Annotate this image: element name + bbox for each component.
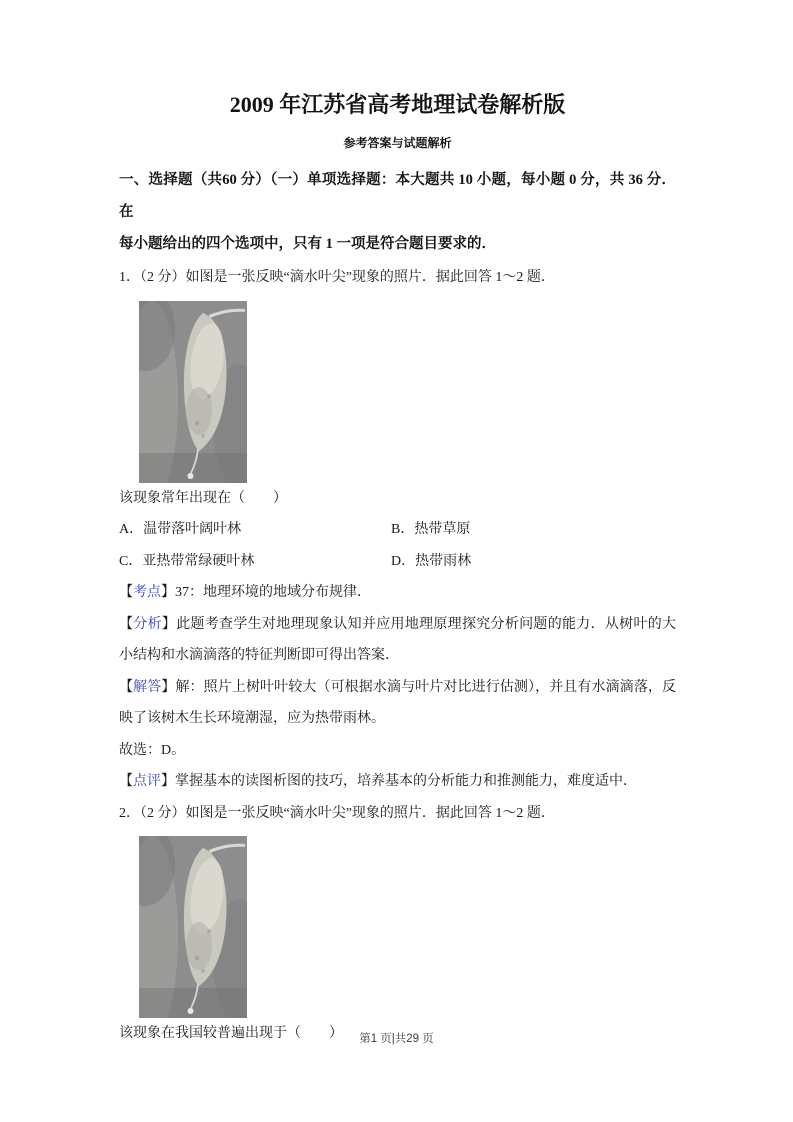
bracket-open: 【: [119, 585, 133, 600]
question-2-photo: [139, 836, 247, 1018]
jieda-label: 解答: [133, 679, 162, 695]
kaodian-text: 37：地理环境的地域分布规律．: [175, 585, 371, 600]
bracket-open: 【: [119, 679, 134, 695]
question-1-options-row-2: [119, 546, 676, 578]
jieda-paragraph: [119, 672, 676, 735]
jieda-text: 解：照片上树叶叶较大（可根据水滴与叶片对比进行估测），并且有水滴滴落，反映了该树木生长环境潮湿，应为热带雨林。: [119, 679, 677, 726]
leaf-drip-photo-svg: [139, 301, 247, 483]
kaodian-label: 考点: [133, 585, 161, 600]
section-header-line2: 每小题给出的四个选项中，只有 1 一项是符合题目要求的．: [119, 236, 496, 252]
option-c: C．亚热带常绿硬叶林: [119, 553, 255, 569]
bracket-close: 】: [161, 585, 175, 600]
bracket-open: 【: [119, 616, 134, 632]
question-1-photo: [139, 301, 247, 483]
question-2-stem: 2．（2 分）如图是一张反映“滴水叶尖”现象的照片．据此回答 1～2 题．: [119, 805, 555, 821]
section-header-line1: 一、选择题（共60 分）（一）单项选择题：本大题共 10 小题，每小题 0 分，共 36 分．在: [119, 172, 676, 220]
kaodian-paragraph: [119, 577, 676, 609]
bracket-close: 】: [161, 616, 177, 632]
dianping-paragraph: [119, 766, 676, 798]
section-header: [119, 164, 676, 260]
dianping-label: 点评: [133, 774, 161, 789]
water-droplet: [188, 473, 194, 479]
question-1-options-row-1: [119, 514, 676, 546]
bracket-open: 【: [119, 774, 133, 789]
fenxi-paragraph: [119, 609, 676, 672]
dianping-text: 掌握基本的读图析图的技巧，培养基本的分析能力和推测能力，难度适中．: [175, 774, 637, 789]
answer-choice-line: 故选：D。: [119, 742, 186, 758]
option-b: B．热带草原: [391, 522, 471, 537]
question-1-prompt: 该现象常年出现在（ ）: [119, 490, 287, 506]
option-d: D．热带雨林: [391, 553, 472, 569]
page-number-footer: 第1 页|共29 页: [359, 1033, 434, 1045]
question-1-stem: 1．（2 分）如图是一张反映“滴水叶尖”现象的照片．据此回答 1～2 题．: [119, 270, 555, 285]
fenxi-text: 此题考查学生对地理现象认知并应用地理原理探究分析问题的能力．从树叶的大小结构和水滴滴落的特征判断即可得出答案．: [119, 616, 677, 663]
bracket-close: 】: [161, 679, 176, 695]
page-title: 2009 年江苏省高考地理试卷解析版: [229, 92, 566, 117]
page-subtitle: 参考答案与试题解析: [343, 136, 452, 150]
fenxi-label: 分析: [133, 616, 162, 632]
option-a: A．温带落叶阔叶林: [119, 522, 242, 537]
bracket-close: 】: [161, 774, 175, 789]
page-content: [119, 90, 676, 1050]
question-2-prompt: 该现象在我国较普遍出现于（ ）: [119, 1026, 343, 1041]
water-droplet: [188, 1008, 194, 1014]
leaf-drip-photo-svg: [139, 836, 247, 1018]
